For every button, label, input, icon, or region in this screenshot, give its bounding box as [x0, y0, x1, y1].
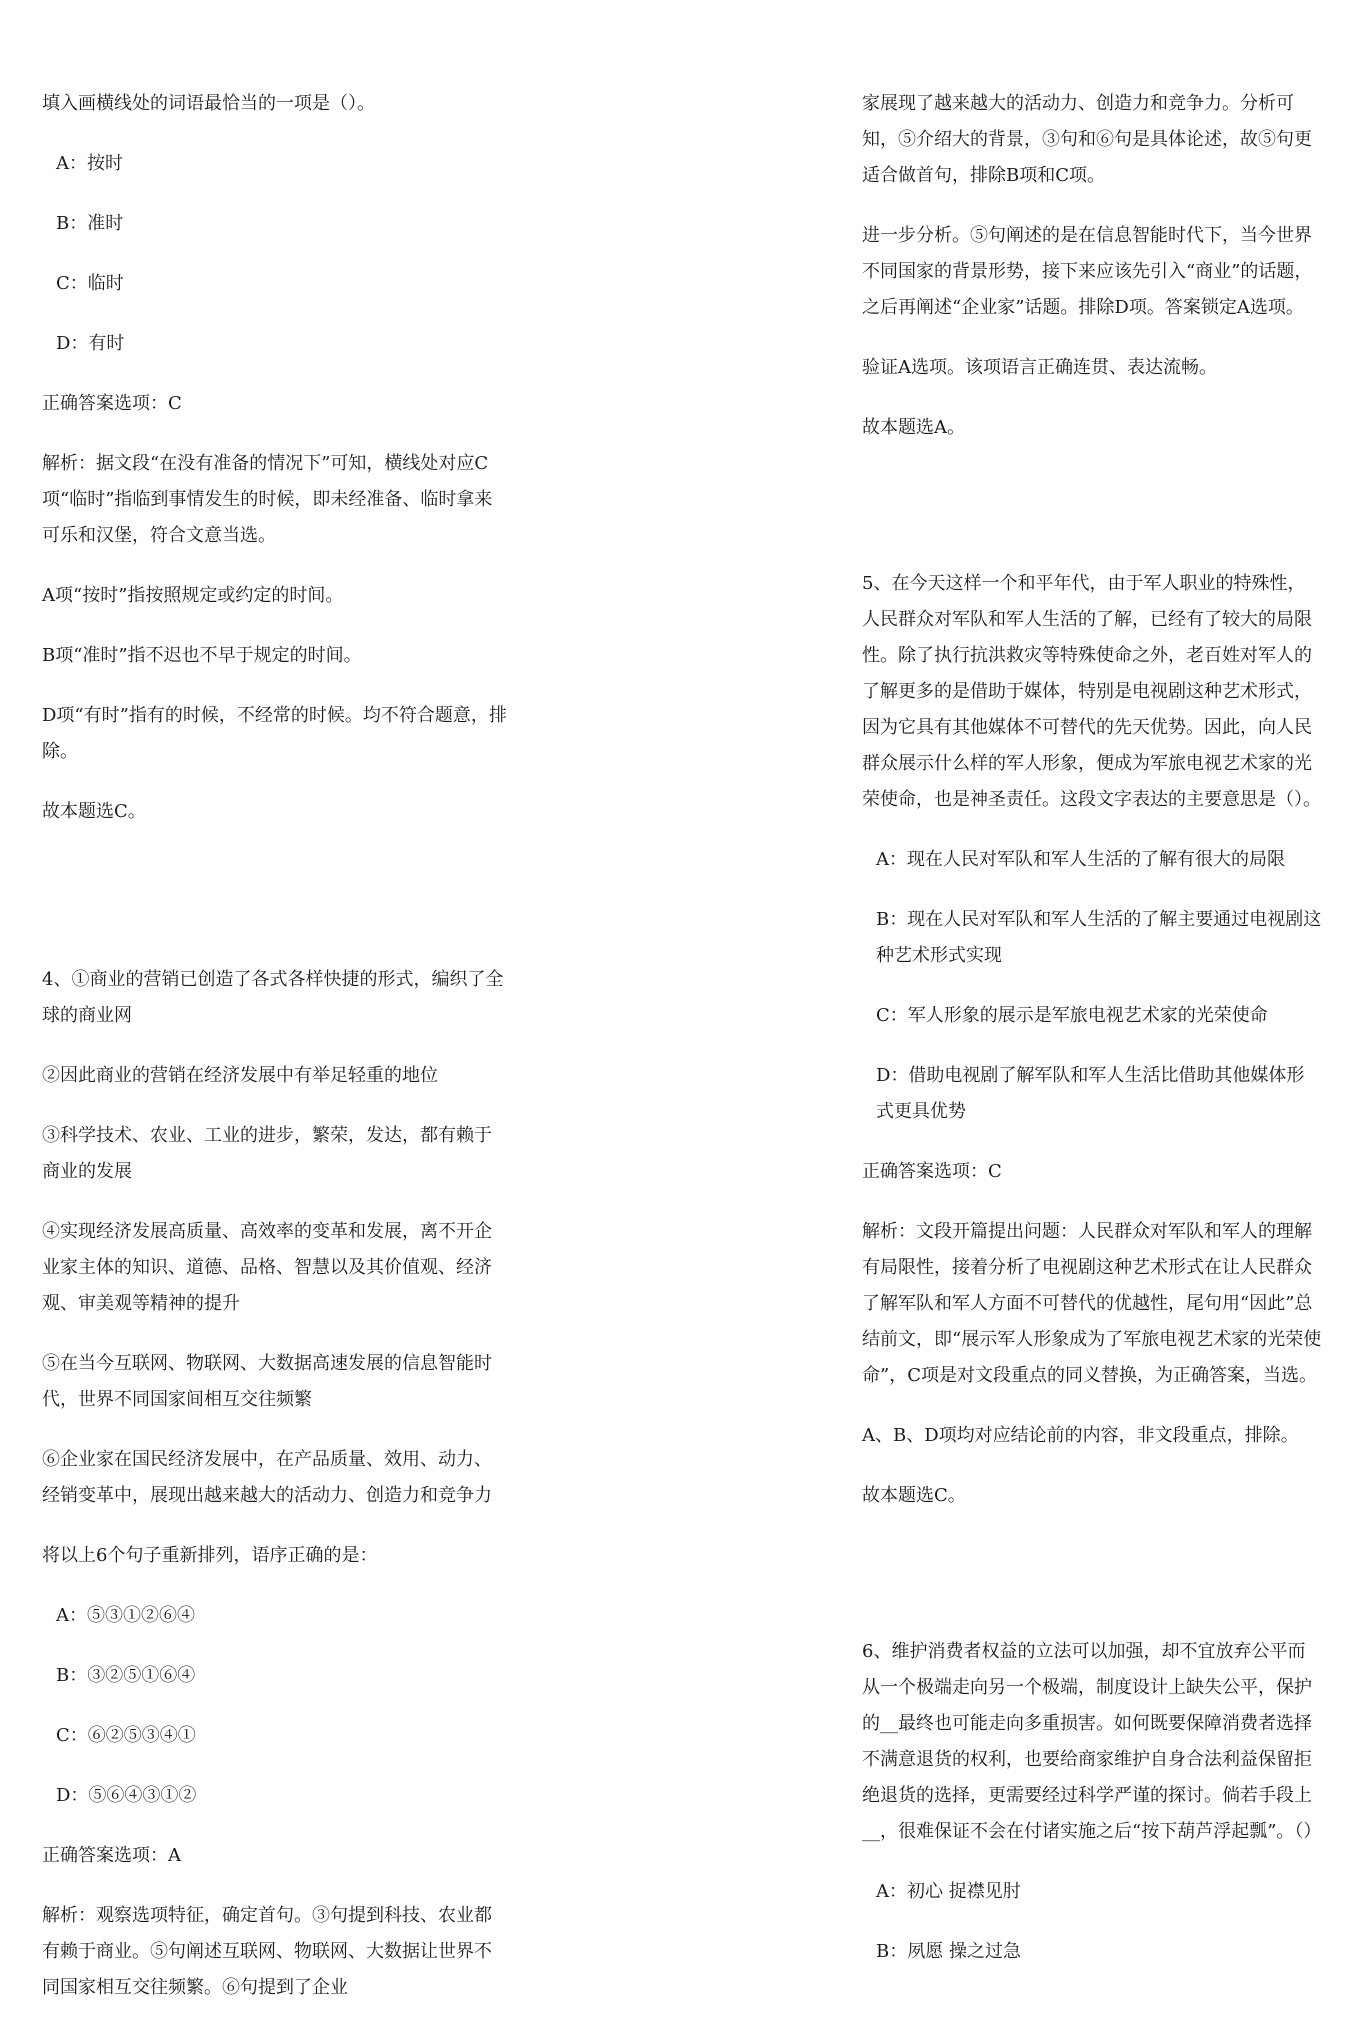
q4-sentence-4: ④实现经济发展高质量、高效率的变革和发展，离不开企业家主体的知识、道德、品格、智慧以及其价值观、经济观、审美观等精神的提升 [42, 1221, 492, 1314]
q3-option-a: A：按时 [56, 153, 123, 174]
q4-analysis-further: 进一步分析。⑤句阐述的是在信息智能时代下，当今世界不同国家的背景形势，接下来应该先引入“商业”的话题，之后再阐述“企业家”话题。排除D项。答案锁定A选项。 [862, 225, 1313, 318]
q3-analysis-a: A项“按时”指按照规定或约定的时间。 [42, 585, 344, 606]
q4-analysis-start: 解析：观察选项特征，确定首句。③句提到科技、农业都有赖于商业。⑤句阐述互联网、物联网、大数据让世界不同国家相互交往频繁。⑥句提到了企业 [42, 1905, 492, 1998]
q5-option-b: B：现在人民对军队和军人生活的了解主要通过电视剧这种艺术形式实现 [876, 909, 1322, 966]
question-spacer [862, 470, 1322, 566]
q3-analysis-main: 解析：据文段“在没有准备的情况下”可知，横线处对应C项“临时”指临到事情发生的时候，即未经准备、临时拿来可乐和汉堡，符合文意当选。 [42, 453, 493, 546]
q3-stem: 填入画横线处的词语最恰当的一项是（）。 [42, 93, 375, 114]
q4-answer: 正确答案选项：A [42, 1845, 181, 1866]
q4-sentence-6: ⑥企业家在国民经济发展中，在产品质量、效用、动力、经销变革中，展现出越来越大的活动力、创造力和竞争力 [42, 1449, 492, 1506]
question-spacer [862, 1538, 1322, 1634]
q4-sentence-3: ③科学技术、农业、工业的进步，繁荣，发达，都有赖于商业的发展 [42, 1125, 492, 1182]
q5-stem: 5、在今天这样一个和平年代，由于军人职业的特殊性，人民群众对军队和军人生活的了解，已经有了较大的局限性。除了执行抗洪救灾等特殊使命之外，老百姓对军人的了解更多的是借助于媒体，特别是电视剧这种艺术形式，因为它具有其他媒体不可替代的先天优势。因此，向人民群众展示什么样的军人形象，便成为军旅电视艺术家的光荣使命，也是神圣责任。这段文字表达的主要意思是（）。 [862, 573, 1321, 810]
q5-option-d: D：借助电视剧了解军队和军人生活比借助其他媒体形式更具优势 [876, 1065, 1305, 1122]
q3-option-b: B：准时 [56, 213, 124, 234]
q4-analysis-verify: 验证A选项。该项语言正确连贯、表达流畅。 [862, 357, 1217, 378]
q5-option-a: A：现在人民对军队和军人生活的了解有很大的局限 [876, 849, 1285, 870]
q4-option-a: A：⑤③①②⑥④ [56, 1605, 195, 1626]
q5-option-c: C：军人形象的展示是军旅电视艺术家的光荣使命 [876, 1005, 1268, 1026]
q5-analysis-others: A、B、D项均对应结论前的内容，非文段重点，排除。 [862, 1425, 1299, 1446]
right-column [862, 86, 1322, 1994]
q4-option-b: B：③②⑤①⑥④ [56, 1665, 196, 1686]
q3-option-c: C：临时 [56, 273, 124, 294]
question-spacer [42, 854, 508, 962]
q3-option-d: D：有时 [56, 333, 125, 354]
q6-option-b: B：夙愿 操之过急 [876, 1941, 1021, 1962]
q4-sentence-1: 4、①商业的营销已创造了各式各样快捷的形式，编织了全球的商业网 [42, 969, 504, 1026]
left-column [42, 86, 508, 2030]
q4-sentence-2: ②因此商业的营销在经济发展中有举足轻重的地位 [42, 1065, 438, 1086]
q4-analysis-cont: 家展现了越来越大的活动力、创造力和竞争力。分析可知，⑤介绍大的背景，③句和⑥句是具体论述，故⑤句更适合做首句，排除B项和C项。 [862, 93, 1312, 186]
q4-option-d: D：⑤⑥④③①② [56, 1785, 197, 1806]
q5-analysis-main: 解析：文段开篇提出问题：人民群众对军队和军人的理解有局限性，接着分析了电视剧这种艺术形式在让人民群众了解军队和军人方面不可替代的优越性，尾句用“因此”总结前文，即“展示军人形象成为了军旅电视艺术家的光荣使命”，C项是对文段重点的同义替换，为正确答案，当选。 [862, 1221, 1322, 1386]
q5-answer: 正确答案选项：C [862, 1161, 1002, 1182]
q4-sentence-5: ⑤在当今互联网、物联网、大数据高速发展的信息智能时代，世界不同国家间相互交往频繁 [42, 1353, 492, 1410]
q3-answer: 正确答案选项：C [42, 393, 182, 414]
q4-prompt: 将以上6个句子重新排列，语序正确的是： [42, 1545, 378, 1566]
q6-stem: 6、维护消费者权益的立法可以加强，却不宜放弃公平而从一个极端走向另一个极端，制度设计上缺失公平，保护的__最终也可能走向多重损害。如何既要保障消费者选择不满意退货的权利，也要给商家维护自身合法利益保留拒绝退货的选择，更需要经过科学严谨的探讨。倘若手段上__，很难保证不会在付诸实施之后“按下葫芦浮起瓢”。（） [862, 1641, 1322, 1842]
q6-option-a: A：初心 捉襟见肘 [876, 1881, 1021, 1902]
q3-analysis-b: B项“准时”指不迟也不早于规定的时间。 [42, 645, 362, 666]
q4-option-c: C：⑥②⑤③④① [56, 1725, 196, 1746]
q4-conclusion: 故本题选A。 [862, 417, 965, 438]
q3-analysis-d: D项“有时”指有的时候，不经常的时候。均不符合题意，排除。 [42, 705, 507, 762]
q5-conclusion: 故本题选C。 [862, 1485, 966, 1506]
q3-conclusion: 故本题选C。 [42, 801, 146, 822]
